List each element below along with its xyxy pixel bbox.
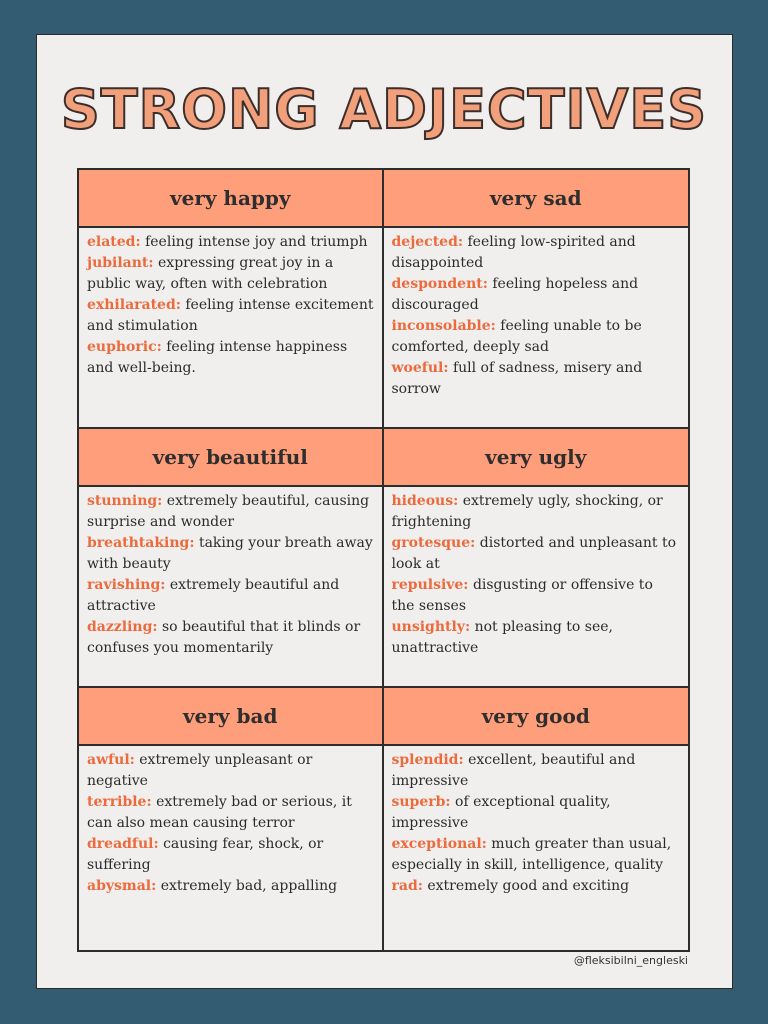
definition: extremely beautiful, causing surprise and wonder xyxy=(87,493,370,530)
list-item xyxy=(87,337,374,379)
definition: expressing great joy in a public way, often with celebration xyxy=(87,255,334,292)
definition: feeling intense joy and triumph xyxy=(145,234,368,250)
definition: feeling intense excitement and stimulation xyxy=(87,297,374,334)
list-item xyxy=(87,575,374,617)
term: ravishing: xyxy=(87,577,166,593)
list-item xyxy=(87,295,374,337)
definition: extremely beautiful and attractive xyxy=(87,577,340,614)
definition: taking your breath away with beauty xyxy=(87,535,373,572)
list-item xyxy=(392,232,681,274)
list-item xyxy=(392,834,681,876)
term: inconsolable: xyxy=(391,318,496,334)
section-heading: very beautiful xyxy=(79,429,384,487)
section-definitions xyxy=(384,746,689,950)
definition: extremely ugly, shocking, or frightening xyxy=(391,493,663,530)
adjectives-table xyxy=(77,168,690,952)
term: exhilarated: xyxy=(87,297,181,313)
section-heading: very happy xyxy=(79,170,384,228)
term: repulsive: xyxy=(391,577,469,593)
list-item xyxy=(392,491,681,533)
definition: extremely bad, appalling xyxy=(160,878,338,894)
section-heading: very sad xyxy=(384,170,689,228)
definition: so beautiful that it blinds or confuses you momentarily xyxy=(87,619,361,656)
term: woeful: xyxy=(391,360,449,376)
term: abysmal: xyxy=(87,878,157,894)
definition: distorted and unpleasant to look at xyxy=(391,535,677,572)
definition: full of sadness, misery and sorrow xyxy=(391,360,643,397)
definition: feeling unable to be comforted, deeply sad xyxy=(391,318,642,355)
list-item xyxy=(392,792,681,834)
author-credit: @fleksibilni_engleski xyxy=(573,954,688,967)
list-item xyxy=(392,575,681,617)
page-title: STRONG ADJECTIVES xyxy=(60,78,708,141)
list-item xyxy=(392,274,681,316)
term: stunning: xyxy=(87,493,163,509)
definition: extremely unpleasant or negative xyxy=(87,752,313,789)
definition: extremely good and exciting xyxy=(427,878,630,894)
definition: excellent, beautiful and impressive xyxy=(391,752,636,789)
term: unsightly: xyxy=(391,619,471,635)
list-item xyxy=(392,876,681,897)
section-definitions xyxy=(79,228,384,429)
list-item xyxy=(87,232,374,253)
term: jubilant: xyxy=(87,255,154,271)
list-item xyxy=(87,834,374,876)
term: awful: xyxy=(87,752,135,768)
section-heading: very good xyxy=(384,688,689,746)
term: dazzling: xyxy=(87,619,158,635)
term: grotesque: xyxy=(391,535,476,551)
definition: not pleasing to see, unattractive xyxy=(391,619,613,656)
term: euphoric: xyxy=(87,339,162,355)
definition: much greater than usual, especially in skill, intelligence, quality xyxy=(391,836,672,873)
list-item xyxy=(392,358,681,400)
list-item xyxy=(392,316,681,358)
definition: extremely bad or serious, it can also mean causing terror xyxy=(87,794,352,831)
list-item xyxy=(392,617,681,659)
definition: feeling low-spirited and disappointed xyxy=(391,234,636,271)
section-heading: very ugly xyxy=(384,429,689,487)
term: dejected: xyxy=(391,234,464,250)
term: despondent: xyxy=(391,276,488,292)
definition: causing fear, shock, or suffering xyxy=(87,836,324,873)
term: elated: xyxy=(87,234,141,250)
section-definitions xyxy=(79,746,384,950)
section-heading: very bad xyxy=(79,688,384,746)
term: hideous: xyxy=(391,493,459,509)
section-definitions xyxy=(384,487,689,688)
term: dreadful: xyxy=(87,836,159,852)
term: terrible: xyxy=(87,794,152,810)
list-item xyxy=(87,617,374,659)
definition: of exceptional quality, impressive xyxy=(391,794,611,831)
definition: disgusting or offensive to the senses xyxy=(391,577,653,614)
section-definitions xyxy=(79,487,384,688)
term: rad: xyxy=(391,878,423,894)
term: splendid: xyxy=(391,752,464,768)
section-definitions xyxy=(384,228,689,429)
term: breathtaking: xyxy=(87,535,195,551)
term: superb: xyxy=(391,794,451,810)
list-item xyxy=(392,533,681,575)
list-item xyxy=(87,491,374,533)
definition: feeling hopeless and discouraged xyxy=(391,276,639,313)
list-item xyxy=(392,750,681,792)
definition: feeling intense happiness and well-being. xyxy=(87,339,348,376)
list-item xyxy=(87,750,374,792)
list-item xyxy=(87,533,374,575)
list-item xyxy=(87,876,374,897)
list-item xyxy=(87,253,374,295)
list-item xyxy=(87,792,374,834)
term: exceptional: xyxy=(391,836,487,852)
